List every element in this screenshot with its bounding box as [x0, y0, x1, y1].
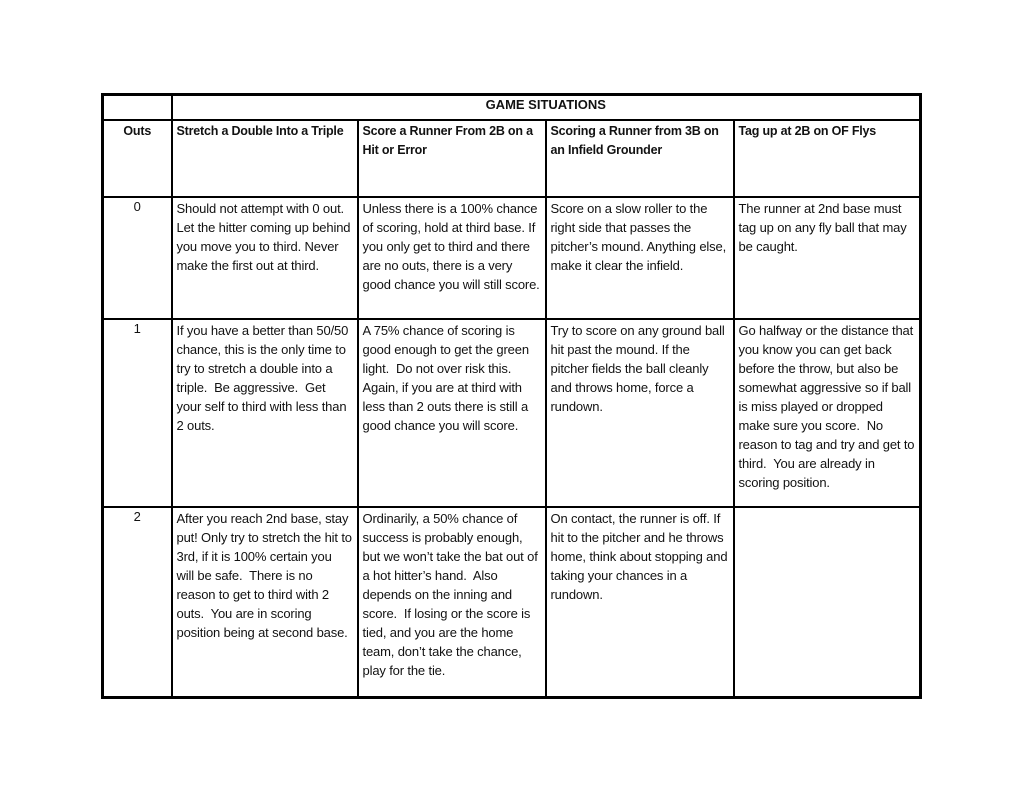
- outs-value-0: 0: [103, 197, 172, 319]
- cell-0outs-stretch-double: Should not attempt with 0 out. Let the hitter coming up behind you move you to third. Never make the first out at third.: [172, 197, 358, 319]
- column-header-tag-up-2b: Tag up at 2B on OF Flys: [734, 120, 921, 197]
- table-header-row: [103, 120, 921, 197]
- outs-value-1: 1: [103, 319, 172, 507]
- column-header-score-from-2b: Score a Runner From 2B on a Hit or Error: [358, 120, 546, 197]
- table-row-0-outs: [103, 197, 921, 319]
- column-header-stretch-double: Stretch a Double Into a Triple: [172, 120, 358, 197]
- cell-2outs-stretch-double: After you reach 2nd base, stay put! Only try to stretch the hit to 3rd, if it is 100% certain you will be safe. There is no reason to get to third with 2 outs. You are in scoring position being at second base.: [172, 507, 358, 698]
- table-title: GAME SITUATIONS: [172, 95, 921, 121]
- cell-0outs-score-from-2b: Unless there is a 100% chance of scoring, hold at third base. If you only get to third and there are no outs, there is a very good chance you will still score.: [358, 197, 546, 319]
- empty-corner-cell: [103, 95, 172, 121]
- column-header-score-from-3b: Scoring a Runner from 3B on an Infield Grounder: [546, 120, 734, 197]
- cell-0outs-tag-up-2b: The runner at 2nd base must tag up on any fly ball that may be caught.: [734, 197, 921, 319]
- cell-2outs-tag-up-2b: [734, 507, 921, 698]
- cell-1out-score-from-2b: A 75% chance of scoring is good enough to get the green light. Do not over risk this. Again, if you are at third with less than 2 outs there is still a good chance you will score.: [358, 319, 546, 507]
- game-situations-table: [101, 93, 922, 699]
- cell-1out-stretch-double: If you have a better than 50/50 chance, this is the only time to try to stretch a double into a triple. Be aggressive. Get your self to third with less than 2 outs.: [172, 319, 358, 507]
- cell-1out-score-from-3b: Try to score on any ground ball hit past the mound. If the pitcher fields the ball cleanly and throws home, force a rundown.: [546, 319, 734, 507]
- table-title-row: [103, 95, 921, 121]
- table-row-2-outs: [103, 507, 921, 698]
- table-row-1-out: [103, 319, 921, 507]
- outs-value-2: 2: [103, 507, 172, 698]
- cell-2outs-score-from-2b: Ordinarily, a 50% chance of success is probably enough, but we won’t take the bat out of a hot hitter’s hand. Also depends on the inning and score. If losing or the score is tied, and you are the home team, don’t take the chance, play for the tie.: [358, 507, 546, 698]
- cell-0outs-score-from-3b: Score on a slow roller to the right side that passes the pitcher’s mound. Anything else, make it clear the infield.: [546, 197, 734, 319]
- outs-column-header: Outs: [103, 120, 172, 197]
- cell-2outs-score-from-3b: On contact, the runner is off. If hit to the pitcher and he throws home, think about stopping and taking your chances in a rundown.: [546, 507, 734, 698]
- cell-1out-tag-up-2b: Go halfway or the distance that you know you can get back before the throw, but also be somewhat aggressive so if ball is miss played or dropped make sure you score. No reason to tag and try and get to third. You are already in scoring position.: [734, 319, 921, 507]
